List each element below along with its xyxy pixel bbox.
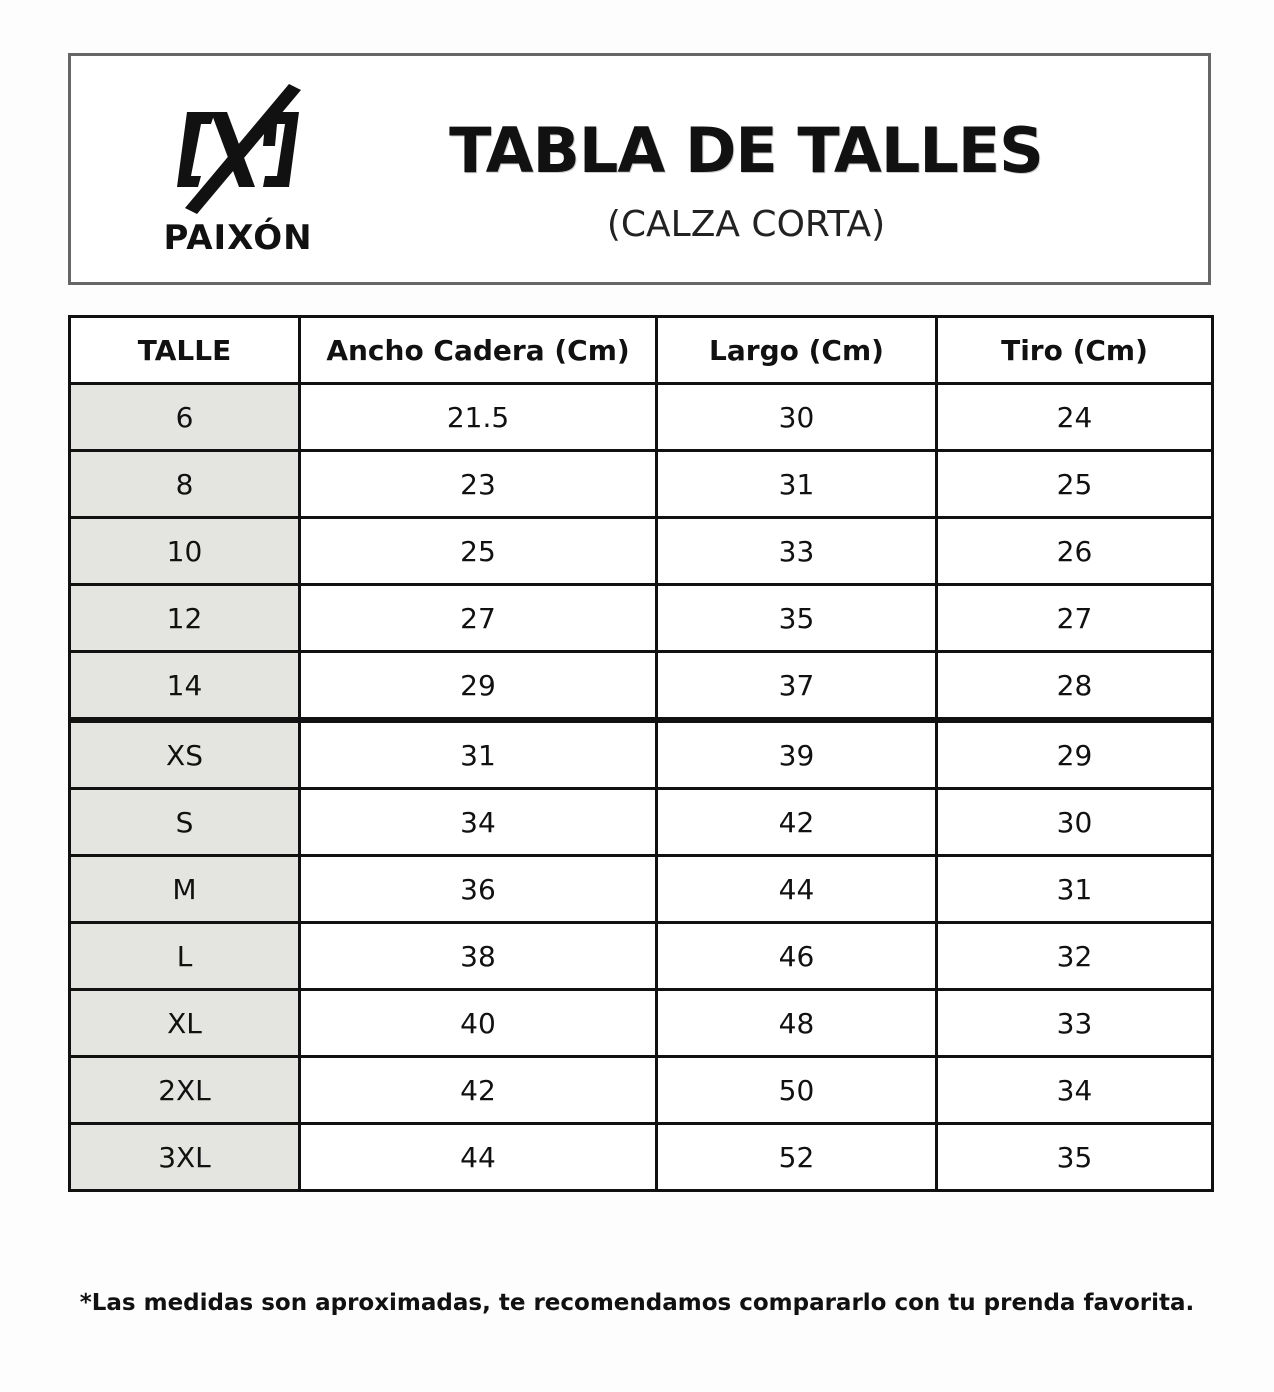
page-subtitle: (CALZA CORTA) (606, 204, 886, 245)
hip-width-cell: 21.5 (300, 384, 657, 451)
column-header-hip-width: Ancho Cadera (Cm) (300, 317, 657, 384)
size-cell: XL (70, 990, 300, 1057)
paixon-logo-icon (177, 84, 301, 214)
rise-cell: 30 (937, 789, 1213, 856)
page-title: TABLA DE TALLES (449, 114, 1043, 187)
rise-cell: 25 (937, 451, 1213, 518)
footnote: *Las medidas son aproximadas, te recomendamos compararlo con tu prenda favorita. (79, 1290, 1195, 1316)
hip-width-cell: 36 (300, 856, 657, 923)
hip-width-cell: 40 (300, 990, 657, 1057)
hip-width-cell: 29 (300, 652, 657, 721)
length-cell: 42 (657, 789, 937, 856)
rise-cell: 34 (937, 1057, 1213, 1124)
table-row (70, 518, 1213, 585)
table-row (70, 856, 1213, 923)
hip-width-cell: 44 (300, 1124, 657, 1191)
table-row (70, 1124, 1213, 1191)
hip-width-cell: 31 (300, 720, 657, 789)
length-cell: 52 (657, 1124, 937, 1191)
hip-width-cell: 27 (300, 585, 657, 652)
column-header-length: Largo (Cm) (657, 317, 937, 384)
rise-cell: 29 (937, 720, 1213, 789)
table-row (70, 990, 1213, 1057)
length-cell: 33 (657, 518, 937, 585)
table-row (70, 585, 1213, 652)
length-cell: 31 (657, 451, 937, 518)
size-cell: L (70, 923, 300, 990)
rise-cell: 27 (937, 585, 1213, 652)
column-header-size: TALLE (70, 317, 300, 384)
length-cell: 35 (657, 585, 937, 652)
table-row (70, 1057, 1213, 1124)
size-cell: M (70, 856, 300, 923)
rise-cell: 24 (937, 384, 1213, 451)
length-cell: 37 (657, 652, 937, 721)
rise-cell: 35 (937, 1124, 1213, 1191)
length-cell: 46 (657, 923, 937, 990)
length-cell: 30 (657, 384, 937, 451)
table-row (70, 789, 1213, 856)
hip-width-cell: 42 (300, 1057, 657, 1124)
size-cell: 2XL (70, 1057, 300, 1124)
size-cell: 3XL (70, 1124, 300, 1191)
size-cell: S (70, 789, 300, 856)
hip-width-cell: 23 (300, 451, 657, 518)
table-row (70, 720, 1213, 789)
size-cell: 6 (70, 384, 300, 451)
column-header-rise: Tiro (Cm) (937, 317, 1213, 384)
hip-width-cell: 25 (300, 518, 657, 585)
size-cell: 8 (70, 451, 300, 518)
size-cell: 14 (70, 652, 300, 721)
hip-width-cell: 34 (300, 789, 657, 856)
size-cell: XS (70, 720, 300, 789)
table-row (70, 451, 1213, 518)
size-cell: 10 (70, 518, 300, 585)
length-cell: 50 (657, 1057, 937, 1124)
table-header-row (70, 317, 1213, 384)
rise-cell: 32 (937, 923, 1213, 990)
table-row (70, 384, 1213, 451)
brand-name: PAIXÓN (163, 218, 313, 258)
table-row (70, 652, 1213, 721)
rise-cell: 31 (937, 856, 1213, 923)
rise-cell: 33 (937, 990, 1213, 1057)
size-chart-table (68, 315, 1214, 1192)
length-cell: 44 (657, 856, 937, 923)
header-box (68, 53, 1211, 285)
rise-cell: 26 (937, 518, 1213, 585)
table-row (70, 923, 1213, 990)
brand-logo (163, 84, 313, 264)
hip-width-cell: 38 (300, 923, 657, 990)
rise-cell: 28 (937, 652, 1213, 721)
length-cell: 48 (657, 990, 937, 1057)
size-cell: 12 (70, 585, 300, 652)
length-cell: 39 (657, 720, 937, 789)
